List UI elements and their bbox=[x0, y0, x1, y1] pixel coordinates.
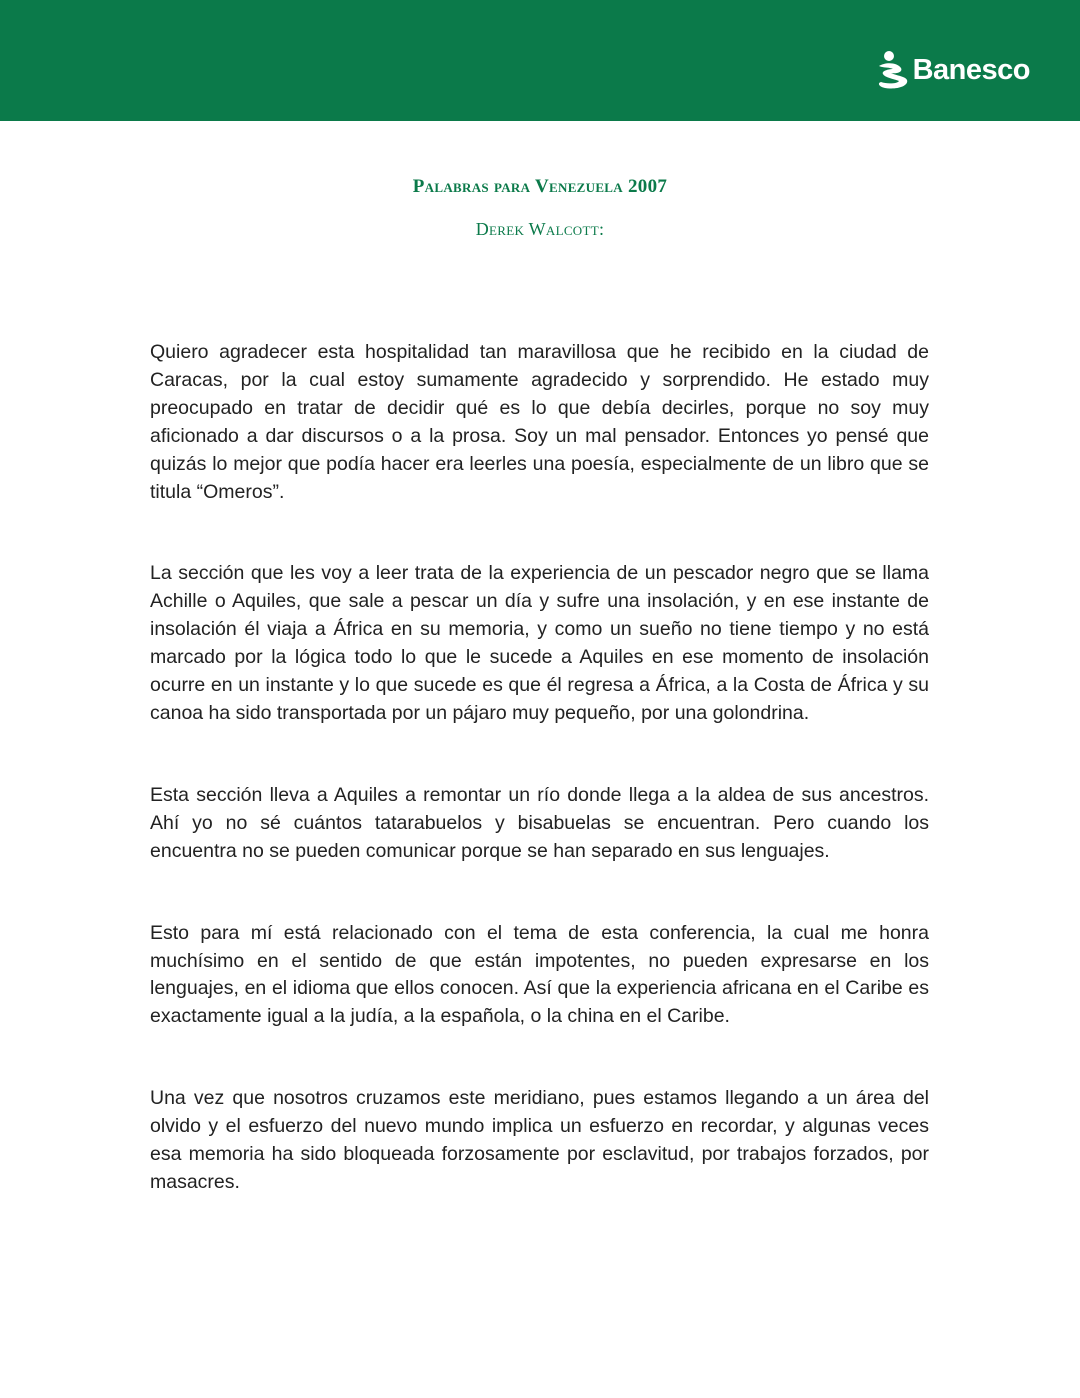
paragraph: Esto para mí está relacionado con el tema de esta conferencia, la cual me honra muchísimo en el sentido de que están impotentes, no pueden expresarse en los lenguajes, en el idioma que ellos conocen. Así que la experiencia africana en el Caribe es exactamente igual a la judía, a la española, o la china en el Caribe. bbox=[150, 921, 929, 1028]
banesco-logo-icon bbox=[875, 50, 911, 90]
document-body bbox=[150, 339, 929, 1251]
paragraph: Quiero agradecer esta hospitalidad tan maravillosa que he recibido en la ciudad de Caracas, por la cual estoy sumamente agradecido y sorprendido. He estado muy preocupado en tratar de decidir qué es lo que debía decirles, porque no soy muy aficionado a dar discursos o a la prosa. Soy un mal pensador. Entonces yo pensé que quizás lo mejor que podía hacer era leerles una poesía, especialmente de un libro que se titula “Omeros”. bbox=[150, 341, 929, 503]
paragraph: Esta sección lleva a Aquiles a remontar un río donde llega a la aldea de sus ancestros. Ahí yo no sé cuántos tatarabuelos y bisabuelas se encuentran. Pero cuando los encuentra no se pueden comunicar porque se han separado en sus lenguajes. bbox=[150, 783, 929, 862]
header-bar bbox=[0, 0, 1080, 121]
paragraph: Una vez que nosotros cruzamos este meridiano, pues estamos llegando a un área del olvido y el esfuerzo del nuevo mundo implica un esfuerzo en recordar, y algunas veces esa memoria ha sido bloqueada forzosamente por esclavitud, por trabajos forzados, por masacres. bbox=[150, 1087, 929, 1193]
document-title: Palabras para Venezuela 2007 bbox=[412, 176, 668, 197]
banesco-logo[interactable] bbox=[875, 50, 1030, 90]
document-author: Derek Walcott: bbox=[475, 219, 605, 239]
brand-name: Banesco bbox=[912, 53, 1030, 86]
paragraph: La sección que les voy a leer trata de la experiencia de un pescador negro que se llama Achille o Aquiles, que sale a pescar un día y sufre una insolación, y en ese instante de insolación él viaja a África en su memoria, y como un sueño no tiene tiempo y no está marcado por la lógica todo lo que le sucede a Aquiles en ese momento de insolación ocurre en un instante y lo que sucede es que él regresa a África, a la Costa de África y su canoa ha sido transportada por un pájaro muy pequeño, por una golondrina. bbox=[150, 562, 929, 724]
